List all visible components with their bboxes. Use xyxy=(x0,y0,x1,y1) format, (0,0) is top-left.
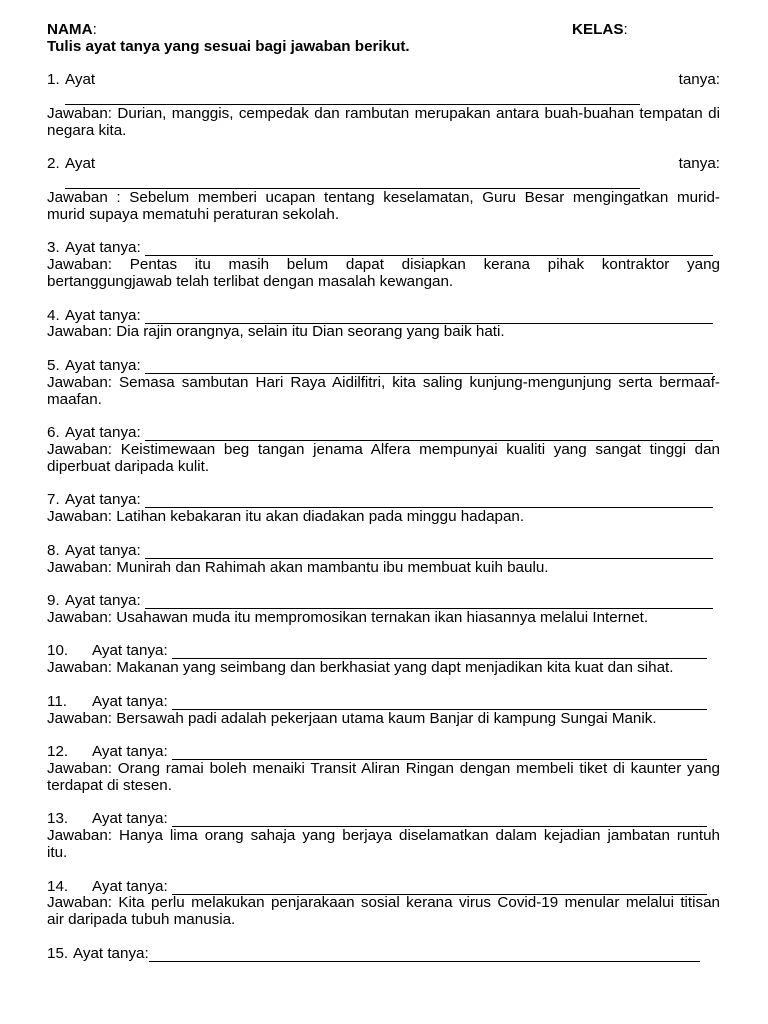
question-number: 3. xyxy=(47,239,60,257)
question-item xyxy=(47,492,720,526)
answer-blank-line xyxy=(145,358,713,374)
question-prompt: Ayat tanya: xyxy=(73,944,149,962)
answer-blank-line xyxy=(172,879,707,895)
answer-line: maafan. xyxy=(47,390,102,408)
question-item xyxy=(47,240,720,290)
question-prompt: Ayat tanya: xyxy=(65,491,141,509)
instruction-text: Tulis ayat tanya yang sesuai bagi jawaban berikut. xyxy=(47,37,410,55)
question-row xyxy=(47,72,720,89)
answer-blank-line xyxy=(145,308,713,324)
question-row xyxy=(47,879,720,896)
answer-blank-line xyxy=(172,811,707,827)
question-number: 2. xyxy=(47,155,60,173)
answer-blank-line xyxy=(145,240,713,256)
question-number: 6. xyxy=(47,424,60,442)
question-item xyxy=(47,358,720,408)
name-label: NAMA xyxy=(47,21,93,38)
question-row xyxy=(47,240,720,257)
question-number: 15. xyxy=(47,944,69,962)
answer-line: Jawaban: Durian, manggis, cempedak dan rambutan merupakan antara buah-buahan tempatan di xyxy=(47,104,720,122)
question-row xyxy=(47,425,720,442)
answer-blank-row xyxy=(47,89,720,106)
answer-blank-line xyxy=(172,643,707,659)
answer-line: Jawaban: Kita perlu melakukan penjarakaan sosial kerana virus Covid-19 menular melalui titisan xyxy=(47,894,720,912)
question-number: 11. xyxy=(47,692,67,710)
answer-blank-line xyxy=(145,593,713,609)
question-item xyxy=(47,308,720,342)
question-prompt: Ayat tanya: xyxy=(65,541,141,559)
header-row xyxy=(47,22,720,39)
answer-line: Jawaban: Pentas itu masih belum dapat disiapkan kerana pihak kontraktor yang xyxy=(47,256,720,274)
answer-text xyxy=(47,324,720,341)
question-item xyxy=(47,156,720,223)
answer-text xyxy=(47,828,720,862)
question-prompt: Ayat tanya: xyxy=(92,877,168,895)
answer-text xyxy=(47,509,720,526)
question-prompt: Ayat tanya: xyxy=(92,810,168,828)
answer-blank-line xyxy=(65,89,640,105)
answer-line: murid supaya mematuhi peraturan sekolah. xyxy=(47,205,340,223)
answer-line: Jawaban: Munirah dan Rahimah akan mambantu ibu membuat kuih baulu. xyxy=(47,558,549,576)
question-number: 14. xyxy=(47,877,69,895)
question-row xyxy=(47,643,720,660)
question-row xyxy=(47,744,720,761)
question-prompt: Ayat tanya: xyxy=(65,71,720,89)
name-field xyxy=(47,21,97,38)
answer-line: itu. xyxy=(47,844,68,862)
question-item xyxy=(47,593,720,627)
question-prompt: Ayat tanya: xyxy=(92,642,168,660)
answer-blank-row xyxy=(47,173,720,190)
question-number: 1. xyxy=(47,71,60,89)
answer-line: Jawaban: Latihan kebakaran itu akan diadakan pada minggu hadapan. xyxy=(47,508,525,526)
question-prompt: Ayat tanya: xyxy=(65,424,141,442)
question-prompt: Ayat tanya: xyxy=(65,356,141,374)
question-number: 10. xyxy=(47,642,69,660)
question-row xyxy=(47,308,720,325)
answer-text xyxy=(47,711,720,728)
worksheet-page xyxy=(47,22,720,979)
question-prompt: Ayat tanya: xyxy=(65,155,720,173)
class-field xyxy=(572,22,628,39)
question-item xyxy=(47,879,720,929)
answer-text xyxy=(47,761,720,795)
answer-line: air daripada tubuh manusia. xyxy=(47,911,236,929)
answer-blank-line xyxy=(145,543,713,559)
question-row xyxy=(47,492,720,509)
question-item xyxy=(47,694,720,728)
question-row xyxy=(47,694,720,711)
question-row xyxy=(47,543,720,560)
question-number: 7. xyxy=(47,491,60,509)
answer-blank-line xyxy=(172,694,707,710)
question-item xyxy=(47,744,720,794)
question-item xyxy=(47,425,720,475)
answer-line: Jawaban: Orang ramai boleh menaiki Transit Aliran Ringan dengan membeli tiket di kaunter yang xyxy=(47,760,720,778)
question-prompt: Ayat tanya: xyxy=(92,692,168,710)
answer-text xyxy=(47,375,720,409)
question-row xyxy=(47,593,720,610)
answer-text xyxy=(47,560,720,577)
answer-text xyxy=(47,257,720,291)
answer-line: diperbuat daripada kulit. xyxy=(47,457,210,475)
answer-blank-line xyxy=(145,425,713,441)
question-item xyxy=(47,72,720,139)
answer-text xyxy=(47,610,720,627)
question-row xyxy=(47,358,720,375)
answer-line: negara kita. xyxy=(47,121,127,139)
answer-blank-line xyxy=(145,492,713,508)
question-number: 12. xyxy=(47,743,69,761)
question-prompt: Ayat tanya: xyxy=(65,306,141,324)
class-separator: : xyxy=(623,21,628,38)
name-separator: : xyxy=(92,21,97,38)
answer-line: bertanggungjawab telah terlibat dengan masalah kewangan. xyxy=(47,272,454,290)
answer-blank-line xyxy=(149,946,700,962)
question-row xyxy=(47,156,720,173)
question-list xyxy=(47,72,720,962)
question-prompt: Ayat tanya: xyxy=(65,592,141,610)
answer-text xyxy=(47,442,720,476)
question-prompt: Ayat tanya: xyxy=(65,239,141,257)
answer-text xyxy=(47,660,720,677)
question-number: 9. xyxy=(47,592,60,610)
question-number: 4. xyxy=(47,306,60,324)
answer-line: Jawaban: Semasa sambutan Hari Raya Aidilfitri, kita saling kunjung-mengunjung serta bermaaf- xyxy=(47,373,720,391)
answer-line: Jawaban: Dia rajin orangnya, selain itu Dian seorang yang baik hati. xyxy=(47,323,505,341)
question-number: 5. xyxy=(47,356,60,374)
answer-blank-line xyxy=(65,173,640,189)
answer-line: Jawaban: Hanya lima orang sahaja yang berjaya diselamatkan dalam kejadian jambatan runtuh xyxy=(47,827,720,845)
answer-line: Jawaban: Keistimewaan beg tangan jenama Alfera mempunyai kualiti yang sangat tinggi dan xyxy=(47,440,720,458)
answer-blank-line xyxy=(172,744,707,760)
class-label: KELAS xyxy=(572,21,624,38)
answer-line: terdapat di stesen. xyxy=(47,776,172,794)
answer-line: Jawaban: Usahawan muda itu mempromosikan ternakan ikan hiasannya melalui Internet. xyxy=(47,608,649,626)
question-prompt: Ayat tanya: xyxy=(92,743,168,761)
question-row xyxy=(47,811,720,828)
answer-text xyxy=(47,190,720,224)
answer-line: Jawaban : Sebelum memberi ucapan tentang keselamatan, Guru Besar mengingatkan murid- xyxy=(47,188,720,206)
question-number: 8. xyxy=(47,541,60,559)
answer-line: Jawaban: Bersawah padi adalah pekerjaan utama kaum Banjar di kampung Sungai Manik. xyxy=(47,709,657,727)
question-number: 13. xyxy=(47,810,69,828)
answer-text xyxy=(47,895,720,929)
answer-line: Jawaban: Makanan yang seimbang dan berkhasiat yang dapt menjadikan kita kuat dan sihat. xyxy=(47,659,674,677)
question-item xyxy=(47,643,720,677)
question-row xyxy=(47,946,720,963)
question-item xyxy=(47,811,720,861)
question-item xyxy=(47,946,720,963)
answer-text xyxy=(47,106,720,140)
question-item xyxy=(47,543,720,577)
